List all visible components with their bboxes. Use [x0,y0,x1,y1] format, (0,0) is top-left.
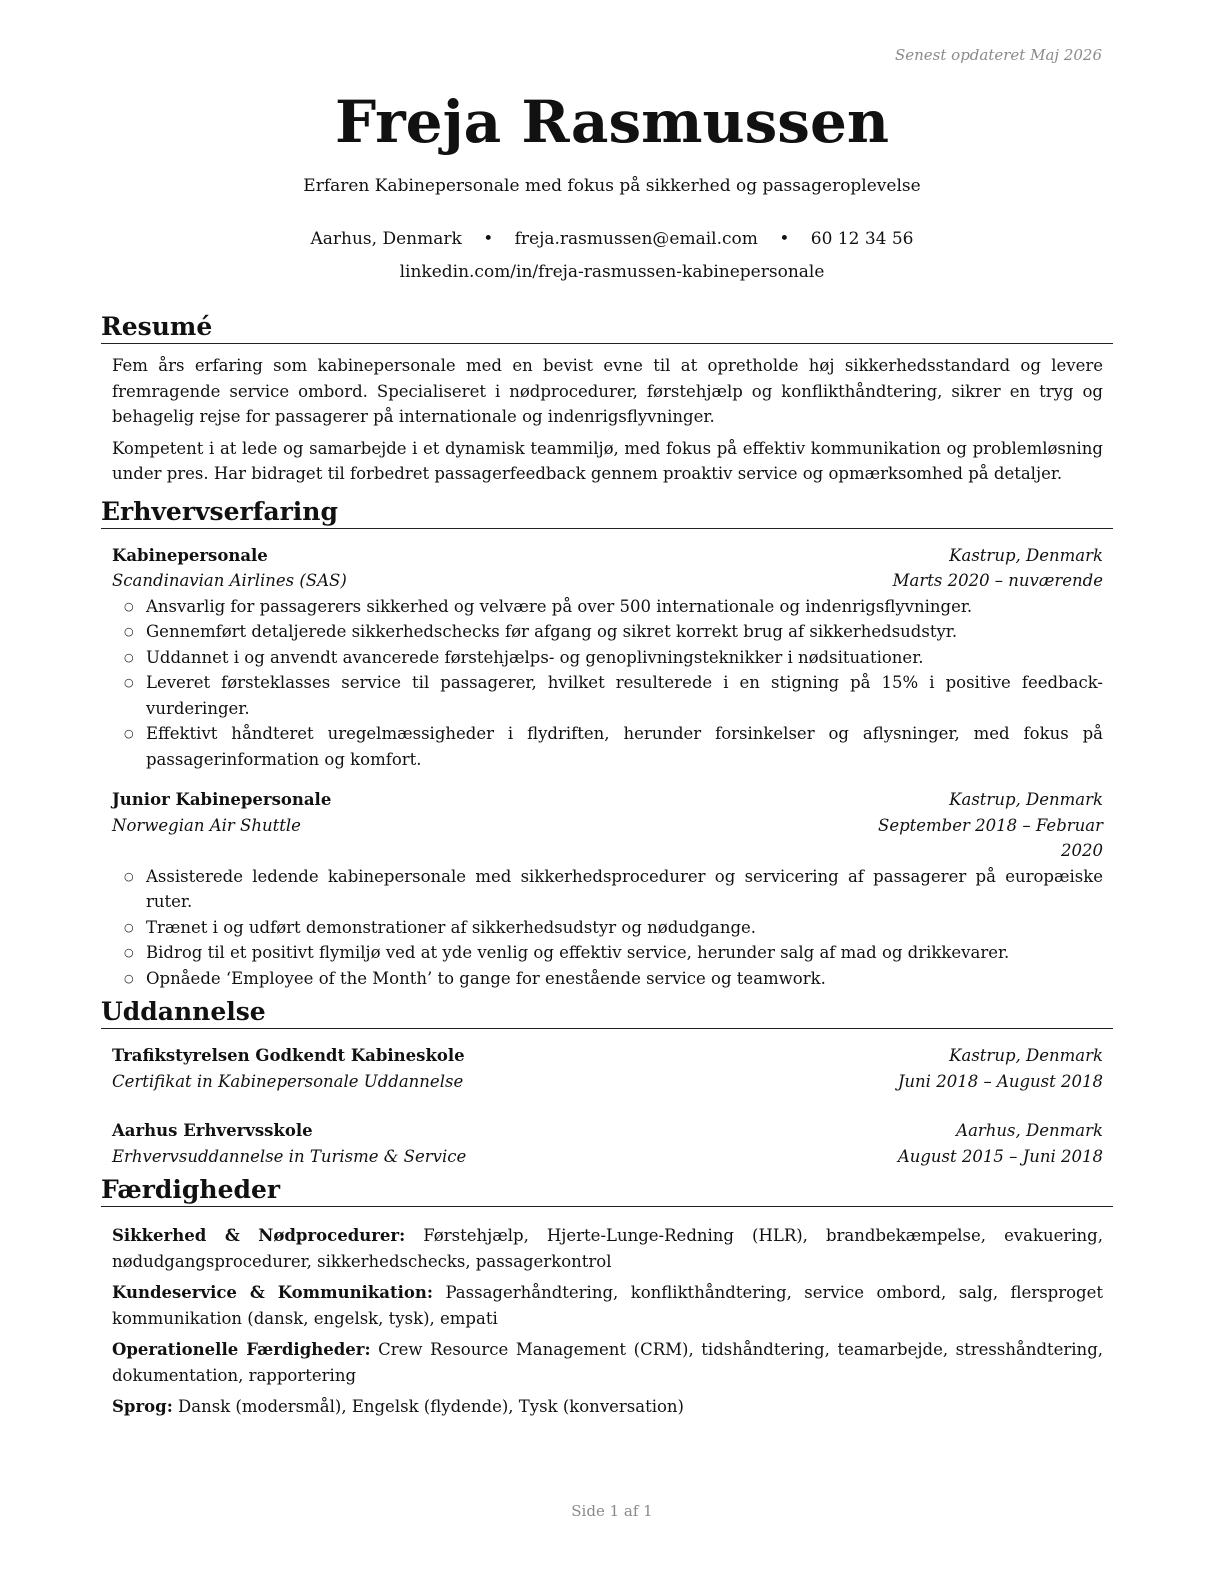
degree: Certifikat in Kabinepersonale Uddannelse [112,1071,464,1091]
job-location: Kastrup, Denmark [949,790,1103,809]
bullet-circle-icon: ○ [124,676,134,689]
separator-dot: • [779,229,790,249]
list-item: ○ Bidrog til et positivt flymiljø ved at yde venlig og effektiv service, herunder salg af mad og drikkevarer. [112,940,1103,966]
contact-line [0,229,1224,249]
bullet-circle-icon: ○ [124,625,134,638]
skill-group [112,1223,1103,1274]
tagline: Erfaren Kabinepersonale med fokus på sikkerhed og passageroplevelse [303,176,921,196]
bullet-circle-icon: ○ [124,971,134,985]
list-item: ○ Gennemført detaljerede sikkerhedschecks før afgang og sikret korrekt brug af sikkerhedsudstyr. [112,619,1103,645]
page-number: Side 1 af 1 [571,1502,653,1520]
bullet-circle-icon: ○ [124,869,134,883]
section-title-summary: Resumé [101,312,1113,344]
list-item: ○ Uddannet i og anvendt avancerede førstehjælps- og genoplivningsteknikker i nødsituationer. [112,645,1103,671]
summary-paragraph: Fem års erfaring som kabinepersonale med en bevist evne til at opretholde høj sikkerhedsstandard og levere fremragende service ombord. Specialiseret i nødprocedurer, førstehjælp og konflikthåndtering, sikrer en tryg og behagelig rejse for passagerer på internationale og indenrigsflyvninger. [112,356,1103,426]
job-location: Kastrup, Denmark [949,545,1103,565]
job-role: Junior Kabinepersonale [112,790,332,809]
separator-dot: • [483,229,494,249]
contact-email[interactable]: freja.rasmussen@email.com [514,229,758,249]
skill-text: Crew Resource Management (CRM), tidshåndtering, teamarbejde, stresshåndtering, dokumentation, rapportering [112,1340,1103,1385]
education-dates: August 2015 – Juni 2018 [897,1146,1103,1166]
skill-label: Operationelle Færdigheder: [112,1340,371,1359]
contact-location: Aarhus, Denmark [310,229,462,249]
education-dates: Juni 2018 – August 2018 [897,1071,1103,1091]
job-entry [112,787,1103,991]
last-updated: Senest opdateret Maj 2026 [894,46,1102,64]
skills-body [101,1207,1113,1420]
job-entry [112,543,1103,773]
school-name: Aarhus Erhvervsskole [112,1121,313,1140]
contact-phone: 60 12 34 56 [810,229,914,249]
linkedin-link[interactable]: linkedin.com/in/freja-rasmussen-kabinepersonale [399,262,825,282]
skill-group [112,1337,1103,1388]
bullet-circle-icon: ○ [124,650,134,664]
degree: Erhvervsuddannelse in Turisme & Service [112,1146,467,1166]
candidate-name: Freja Rasmussen [334,88,890,156]
skill-label: Kundeservice & Kommunikation: [112,1283,433,1302]
skill-text: Dansk (modersmål), Engelsk (flydende), Tysk (konversation) [178,1397,684,1416]
job-role: Kabinepersonale [112,545,268,565]
list-item: ○ Ansvarlig for passagerers sikkerhed og velvære på over 500 internationale og indenrigsflyvninger. [112,594,1103,620]
list-item: ○ Assisterede ledende kabinepersonale med sikkerhedsprocedurer og servicering af passagerer på europæiske ruter. [112,864,1103,915]
experience-section [101,497,1113,992]
skill-label: Sikkerhed & Nødprocedurer: [112,1226,406,1245]
summary-body [101,344,1113,487]
list-item: ○ Opnåede ‘Employee of the Month’ to gange for enestående service og teamwork. [112,966,1103,992]
school-location: Aarhus, Denmark [956,1121,1103,1140]
skills-section [101,1175,1113,1420]
list-item: ○ Trænet i og udført demonstrationer af sikkerhedsudstyr og nødudgange. [112,915,1103,941]
skill-text: Passagerhåndtering, konflikthåndtering, service ombord, salg, flersproget kommunikation (dansk, engelsk, tysk), empati [112,1283,1104,1328]
summary-paragraph: Kompetent i at lede og samarbejde i et dynamisk teammiljø, med fokus på effektiv kommunikation og problemløsning under pres. Har bidraget til forbedret passagerfeedback gennem proaktiv service og opmærksomhed på detaljer. [112,438,1103,483]
education-body [101,1043,1113,1169]
experience-body [101,543,1113,992]
job-bullets [112,594,1103,773]
section-title-experience: Erhvervserfaring [101,497,1113,529]
section-title-skills: Færdigheder [101,1175,1113,1207]
bullet-circle-icon: ○ [124,727,134,740]
skill-label: Sprog: [112,1397,173,1416]
section-title-education: Uddannelse [101,997,1113,1029]
skill-group [112,1394,1103,1420]
job-dates: September 2018 – Februar 2020 [878,815,1103,860]
bullet-circle-icon: ○ [124,920,134,934]
job-bullets [112,864,1103,992]
education-section [101,997,1113,1169]
skill-group [112,1280,1103,1331]
bullet-circle-icon: ○ [124,599,134,613]
job-company: Scandinavian Airlines (SAS) [112,571,347,590]
bullet-circle-icon: ○ [124,946,134,959]
job-company: Norwegian Air Shuttle [112,815,301,835]
list-item: ○ Leveret førsteklasses service til passagerer, hvilket resulterede i en stigning på 15% i positive feedback-vurderinger. [112,670,1103,721]
resume-content [101,312,1113,1426]
summary-section [101,312,1113,487]
list-item: ○ Effektivt håndteret uregelmæssigheder i flydriften, herunder forsinkelser og aflysninger, med fokus på passagerinformation og komfort. [112,721,1103,772]
school-name: Trafikstyrelsen Godkendt Kabineskole [112,1046,465,1065]
school-location: Kastrup, Denmark [949,1046,1103,1065]
job-dates: Marts 2020 – nuværende [892,571,1103,590]
education-entry [112,1118,1103,1169]
skill-text: Førstehjælp, Hjerte-Lunge-Redning (HLR), brandbekæmpelse, evakuering, nødudgangsprocedurer, sikkerhedschecks, passagerkontrol [112,1226,1103,1271]
education-entry [112,1043,1103,1094]
